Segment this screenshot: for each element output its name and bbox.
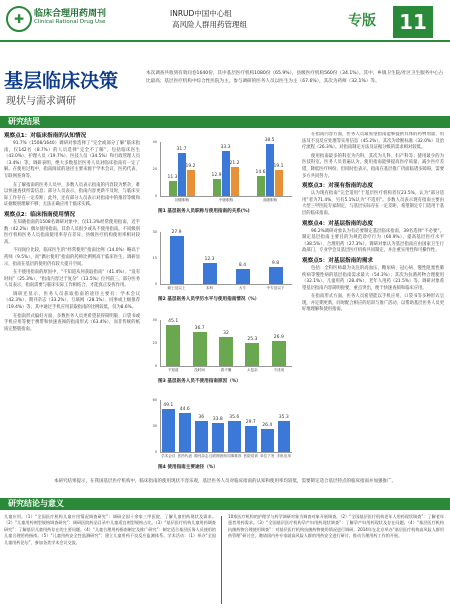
obs2-paragraph: 不同岗位比较，临床医生的“经常使用”指南比例（14.0%）略高于药师（9.5%），而“偶尔使用”指南的药师比例则高于临床医生。调研显示，指南在基层的使用仍有较大提升空间。 <box>4 248 140 267</box>
chart-data-label: 31.7 <box>176 147 187 153</box>
chart-y-tick: 0 <box>154 450 157 454</box>
results-heading: 研究结果 <box>0 116 450 128</box>
obs4-paragraph: 96.2%调研对象认为有必要制定基层临床指南，39名选择“不必要”。制定基层指南主要目的为规范诊疗行为（60.9%）、提高基层医疗水平（38.5%）、合理用药（27.3%）。调研对象认为基层指南应由国家卫生行政部门、专业学会及基层医疗机构共同制定，并注重实用性和可操作性。 <box>302 228 444 254</box>
obs2-heading: 观察点2：临床指南使用情况 <box>4 211 76 218</box>
chart-data-label: 35.3 <box>278 415 289 421</box>
chart-data-label: 21.2 <box>229 161 240 167</box>
chart-bar <box>228 421 241 452</box>
obs5-paragraph: 在指南形式方面，医务人员希望能以手机应用、口袋书等多种形式呈现，并定期更新，同时配合相应的培训与推广活动，以帮助基层医务人员更好地理解和使用指南。 <box>302 294 444 313</box>
chart-y-tick: 40 <box>152 140 157 144</box>
obs5-heading: 观察点5：对基层指南的需求 <box>302 257 374 264</box>
chart-y-tick: 20 <box>152 167 157 171</box>
chart-data-label: 49.1 <box>163 403 174 409</box>
chart-data-label: 12.3 <box>204 256 215 262</box>
chart-y-tick: 30 <box>152 230 157 234</box>
obs3-paragraph: 认为现有指南“完全适用”于基层医疗机构者仅23.5%，认为“部分适用”者为71.4%，另有5.1%认为“不适用”。多数人员表示现有指南主要由大型三甲医院专家制定，与基层实际存在一定差距，希望制定专门适用于基层的临床指南。 <box>302 191 444 216</box>
chart-y-tick: 50 <box>152 318 157 322</box>
chart-bar <box>179 413 192 452</box>
obs2-continued: 在指南内容方面，医务人员最希望指南能够提供具体的药物剂量、用法及不良反应处理等实用信息（45.2%），其次为诊断标准（32.0%）及治疗流程（26.3%）。对指南制定方法及证据分级的需求相对较低。 <box>302 132 444 151</box>
chart-data-label: 11.3 <box>167 174 178 180</box>
chart-bar <box>187 170 195 196</box>
chart-category-label: 初级职称 <box>174 198 190 202</box>
chart-3 <box>146 310 296 388</box>
chart-y-axis <box>160 320 161 366</box>
chart-bar <box>245 343 259 366</box>
chart-data-label: 14.6 <box>255 170 266 176</box>
chart-bar <box>213 179 221 196</box>
chart-bar <box>212 423 225 452</box>
chart-category-label: 大专 <box>238 286 247 290</box>
obs4-heading: 观察点4：对基层指南的态度 <box>302 220 374 227</box>
page-number: 11 <box>393 6 433 38</box>
chart-title: 图2 基层医务人员学历水平与使用指南情况（%） <box>158 297 260 302</box>
article-title: 基层临床决策 <box>4 70 119 92</box>
chart-category-label: 手机应用 <box>276 454 291 458</box>
chart-bar <box>257 176 265 196</box>
chart-data-label: 35.6 <box>229 415 240 421</box>
chart-data-label: 12.9 <box>211 172 222 178</box>
obs1-paragraph: 在了解指南的医务人员中，多数人员表示指南的内容较为繁杂，难以快速查找所需信息；部分人员表示，指南内容更新不及时，与临床实际工作存在一定差距；此外，还有部分人员表示对指南中的推荐等级和证据级别理解不够，无法正确应用于临床实践。 <box>4 182 140 208</box>
chart-data-label: 38.5 <box>264 138 275 144</box>
column-divider <box>221 516 222 604</box>
obs2-paragraph: 在不使用指南的原因中，“不知道从何获取指南”（41.4%）、“没有时间”（25.3%）、“指南内容过于复杂”（13.5%）位列前三。部分医务人员表示，指南需要与临床实际工作相结合，才能真正发挥作用。 <box>4 270 140 289</box>
chart-category-label: 硕士及以上 <box>167 286 186 290</box>
chart-data-label: 33.8 <box>212 416 223 422</box>
chart-4 <box>146 390 296 474</box>
obs2-paragraph: 在知晓指南的1508名调研对象中，仅11.3%经常使用指南，近半数（42.2%）偶尔使用指南，其余人员很少或从不使用指南。不同级别医疗机构医务人员指南使用率存在差异，县级医疗机构使用率相对较高。 <box>4 219 140 245</box>
obs2-continued: 使用指南最多的科室为内科，其次为儿科、妇产科等；使用最少的为医技科室。医务人员普遍认为，使用指南能够提高医疗质量，减少医疗差错，降低医疗纠纷，但同时也表示，指南在基层推广仍面临诸多障碍，需要多方共同努力。 <box>302 153 444 179</box>
chart-bar <box>266 144 274 196</box>
chart-data-label: 33.3 <box>220 145 231 151</box>
chart-bar <box>169 181 177 196</box>
journal-logo <box>6 6 126 34</box>
chart-category-label: 互联网查询 <box>208 454 227 458</box>
obs2-paragraph: 在指南形式偏好方面，多数医务人员更希望获得简明版、口袋书或手机应用等便于携带和快速查阅的指南形式（63.4%），而非传统的纸质完整版指南。 <box>4 313 140 332</box>
chart-category-label: 医药代表 <box>177 454 192 458</box>
obs2-paragraph: 调研还显示，医务人员获取指南的途径主要有：学术会议（42.3%）、期刊杂志（33.2%）、互联网（28.1%）、同事或上级推荐（19.4%）等；其中通过手机应用获取指南的比例较低，仅为8.6%。 <box>4 291 140 311</box>
conclusion-left: 儿童应用。（1）“全国医疗机构儿童应用情况调查研究”：调研全国十余家三甲医院，了解儿童用药现状及需求。（2）“儿童用药剂型规格调查研究”：调研医院药品目录中儿童适宜剂型规格占比。（3）“基层医疗机构儿童用药调查研究”：了解基层儿童用药存在的主要问题。（4）“儿童合理用药指南制定及推广研究”：制定适合基层医务人员使用的儿童合理用药指南。（5）“儿童用药安全性监测研究”：建立儿童用药不良反应监测体系。学术活动：（1）举办“全国儿童用药论坛”、参加各类学术会议交流。 <box>4 514 216 545</box>
chart-category-label: 看不懂 <box>220 368 232 372</box>
chart-bar <box>231 167 239 196</box>
chart-x-axis <box>160 452 292 453</box>
chart-x-axis <box>160 366 292 367</box>
chart-bar <box>275 170 283 196</box>
obs1-heading: 观察点1：对临床指南的认知情况 <box>4 133 87 139</box>
chart-category-label: 医院培训 <box>243 454 258 458</box>
chart-bar <box>195 421 208 452</box>
chart-y-axis <box>160 232 161 284</box>
chart-data-label: 29.7 <box>245 420 256 426</box>
chart-y-tick: 0 <box>154 364 157 368</box>
chart-data-label: 27.9 <box>171 229 182 235</box>
chart-bar <box>269 267 283 284</box>
article-subtitle: 现状与需求调研 <box>6 96 76 107</box>
obs1-paragraph: 91.7%（1508/1640）调研对象选择了“完全或部分了解”临床指南，仅142名（8.7%）的人员选择“完全不了解”，包括临床医生（43.0%）、护理人员（19.7%）、医技人员（34.5%）和行政管理人员（3.4%）等。调研表明，绝大多数基层医务人员对临床指南有一定了解。在使用过程中，指南阅读的途径主要来源于学术会议、医药代表、互联网查询等。 <box>4 141 140 179</box>
chart-data-label: 32 <box>223 330 229 336</box>
obs5-paragraph: 包括：全科医师最为关注的高血压、糖尿病、冠心病、慢性阻塞性肺疾病等慢性病的基层指南需求最大（54.3%）；其次为抗菌药物合理使用（32.1%）、儿童用药（28.4%）、老年人用药（21.5%）等。调研对象希望基层指南内容简明扼要，重点突出，便于快速查阅和临床应用。 <box>302 265 444 291</box>
chart-data-label: 36.7 <box>194 326 205 332</box>
chart-title: 图3 基层医务人员不使用指南原因（%） <box>158 379 241 384</box>
chart-data-label: 26.4 <box>262 423 273 429</box>
chart-title: 图1 基层医务人员职称与使用指南的关系(%) <box>158 209 250 214</box>
logo-chinese: 临床合理用药周刊 <box>34 9 107 19</box>
chart-bar <box>170 236 184 284</box>
chart-bar <box>278 421 291 452</box>
chart-data-label: 44.6 <box>179 407 190 413</box>
chart-data-label: 25.3 <box>247 336 258 342</box>
chart-data-label: 19.2 <box>185 164 196 170</box>
header-subgroup: 高风险人群用药管理组 <box>172 20 247 29</box>
chart-category-label: 没时间 <box>194 368 205 372</box>
chart-category-label: 期刊杂志 <box>194 454 209 458</box>
chart-bar <box>222 151 230 196</box>
section-label: 专版 <box>348 13 376 29</box>
chart-1 <box>146 132 296 218</box>
chart-y-tick: 25 <box>152 341 157 345</box>
chart-data-label: 8.4 <box>238 263 247 269</box>
chart-category-label: 太复杂 <box>247 368 258 372</box>
logo-english: Clinical Rational Drug Use <box>34 19 106 25</box>
chart-category-label: 同事推荐 <box>227 454 242 458</box>
chart-category-label: 不适用 <box>273 368 285 372</box>
chart-data-label: 19.1 <box>273 164 284 170</box>
chart-y-tick: 60 <box>152 398 157 402</box>
logo-mark-icon: ✚ <box>6 6 32 32</box>
chart-category-label: 高级职称 <box>262 198 278 202</box>
chart-y-axis <box>160 142 161 196</box>
chart-y-tick: 0 <box>154 194 157 198</box>
chart-category-label: 学术会议 <box>161 454 176 458</box>
chart-x-axis <box>160 196 292 197</box>
chart-y-tick: 30 <box>152 424 157 428</box>
header-organization: INRUD中国中心组 <box>170 9 232 18</box>
chart-data-label: 9.8 <box>271 261 280 266</box>
chart-bar <box>219 337 233 366</box>
chart-y-tick: 0 <box>154 282 157 286</box>
article-lead: 本次调查共收到有效问卷1640份，其中基层医疗机构1080份（65.9%），县级医疗机构560份（34.1%）。其中，乡镇卫生院/社区卫生服务中心占比最高；基层医疗机构中综合性医院为主。参与调研的医务人员以医生为主（67.6%），其次为药师（32.1%）等。 <box>146 71 444 84</box>
chart-title: 图4 使用指南主要途径（%） <box>158 465 218 470</box>
chart-bar <box>203 263 217 284</box>
chart-y-tick: 15 <box>152 256 157 260</box>
page-header <box>0 0 450 50</box>
chart-bar <box>261 429 274 452</box>
chart-x-axis <box>160 284 292 285</box>
chart-category-label: 本科 <box>205 286 214 290</box>
left-column <box>4 132 140 474</box>
chart-category-label: 中专及以下 <box>266 286 285 290</box>
chart-bar <box>245 426 258 452</box>
chart-category-label: 单位下发 <box>260 454 275 458</box>
chart-category-label: 不知道 <box>167 368 179 372</box>
chart-data-label: 45.1 <box>168 318 179 324</box>
obs3-heading: 观察点3：对现有指南的态度 <box>302 183 374 190</box>
right-column <box>302 132 444 474</box>
chart-2 <box>146 222 296 306</box>
chart-data-label: 26.9 <box>273 335 284 341</box>
chart-bar <box>272 341 286 366</box>
chart-category-label: 中级职称 <box>218 198 234 202</box>
chart-bar <box>236 269 250 284</box>
header-divider <box>0 40 450 42</box>
chart-bar <box>193 332 207 366</box>
conclusion-right: 10家医疗机构的护理学与药学调研对象为调查对象开展调查。（2）“全国基层医疗机构老年人用药现状调查”：了解老年患者用药需求。（3）“全国基层医疗机构孕产妇用药现状调查”：了解孕产妇用药现状及存在问题。（4）“基层医疗机构抗菌药物合理使用调查”：对基层医疗机构抗菌药物使用情况进行调研。2014年在北京举办“基层医疗机构高风险人群用药管理”研讨会，邀请国内外专家就高风险人群的用药安全进行研讨，推动合理用药工作的开展。 <box>228 514 444 539</box>
summary-note: 本研究结果提示，在我国基层医疗机构中，临床指南的使用现状不容乐观，基层医务人员对临床指南的认知和使用率均较低，需要制定适合基层特点的临床指南并加强推广。 <box>54 479 396 484</box>
chart-bar <box>162 409 175 452</box>
conclusion-heading: 研究结论与意义 <box>0 498 450 510</box>
chart-bar <box>178 153 186 196</box>
chart-data-label: 36 <box>198 414 205 420</box>
chart-bar <box>166 325 180 366</box>
